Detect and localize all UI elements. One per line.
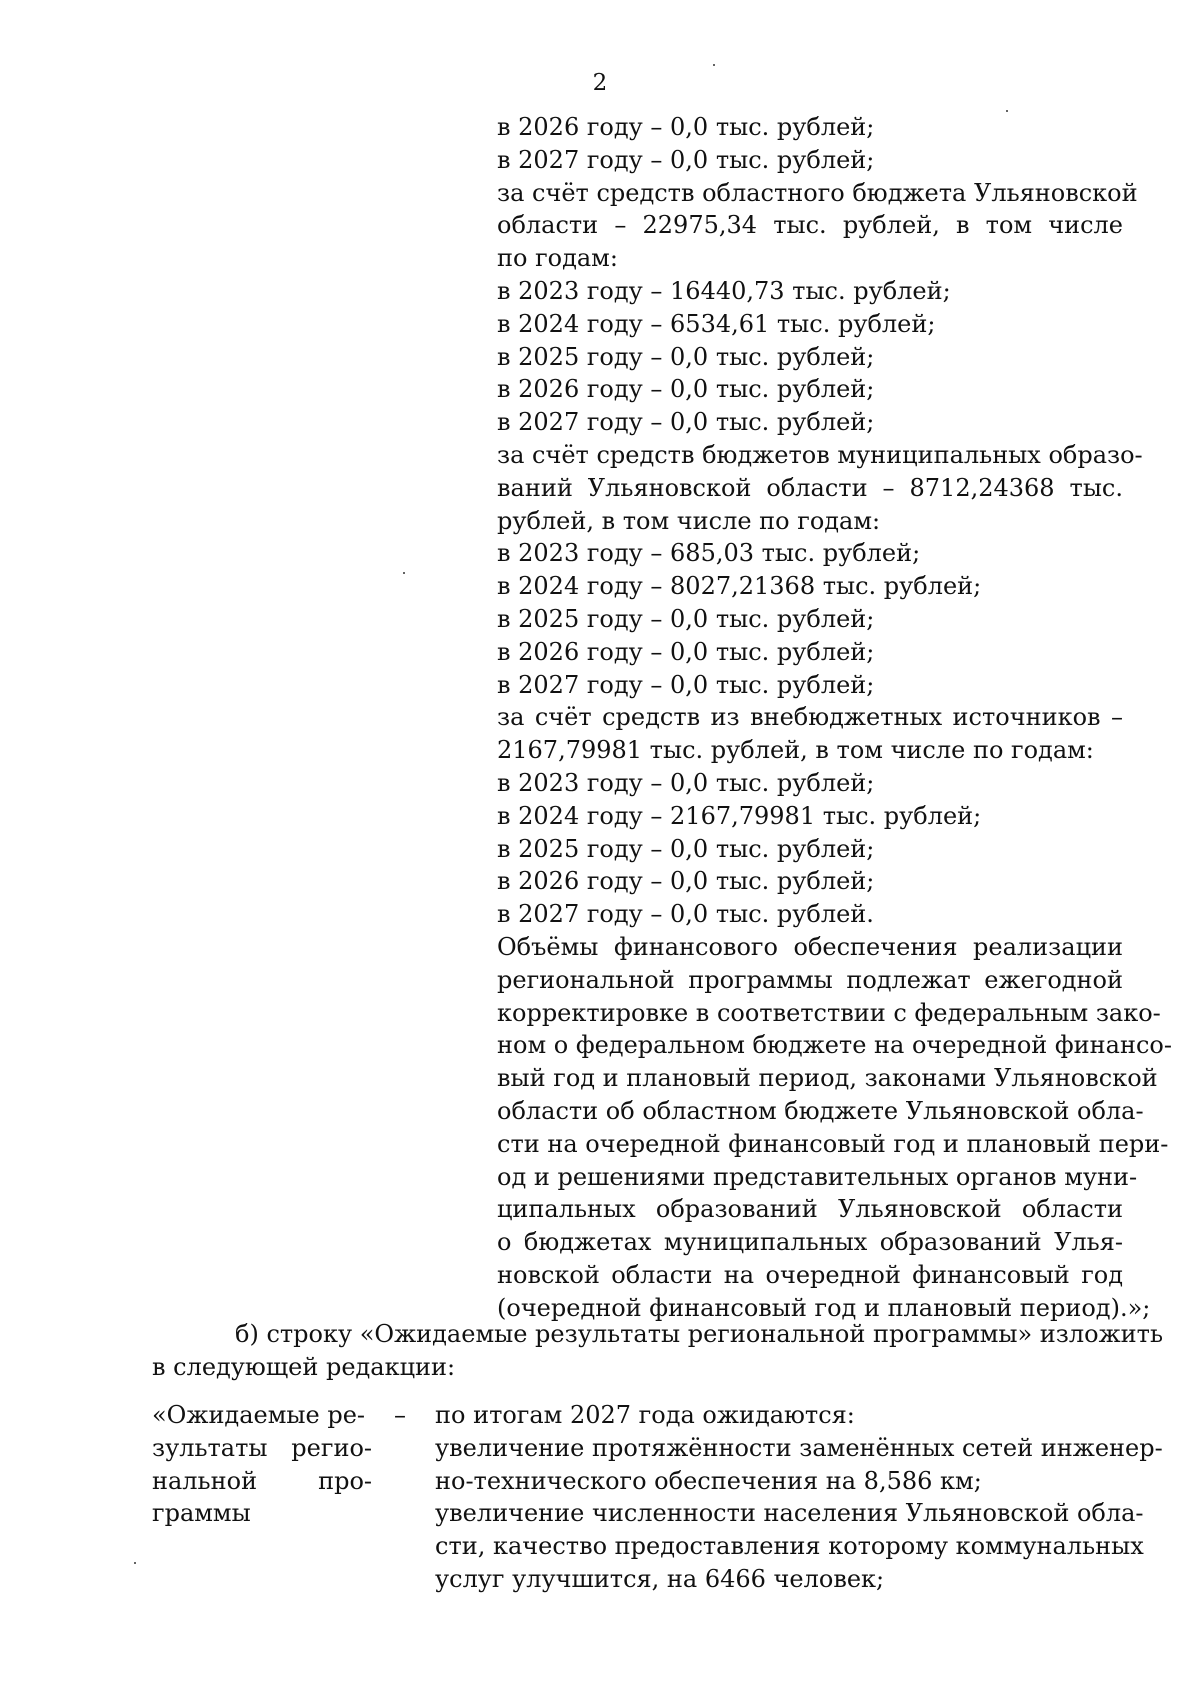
financing-line: в 2026 году – 0,0 тыс. рублей; [497, 375, 875, 404]
financing-line: в 2026 году – 0,0 тыс. рублей; [497, 113, 875, 141]
financing-line: в 2026 году – 0,0 тыс. рублей; [497, 637, 875, 666]
financing-line: за счёт средств из внебюджетных источников – [497, 703, 1123, 732]
results-label-line: граммы [152, 1499, 251, 1528]
results-label-line: зультаты регио- [152, 1433, 372, 1462]
financing-line: за счёт средств областного бюджета Ульяновской [497, 178, 1138, 207]
financing-line: в 2025 году – 0,0 тыс. рублей; [497, 604, 875, 633]
item-b-paragraph [152, 1318, 1164, 1384]
financing-line: корректировке в соответствии с федеральным зако- [497, 998, 1161, 1027]
financing-line: в 2027 году – 0,0 тыс. рублей; [497, 670, 875, 699]
financing-line: в 2025 году – 0,0 тыс. рублей; [497, 342, 875, 371]
financing-line: в 2026 году – 0,0 тыс. рублей; [497, 867, 875, 896]
financing-line: в 2024 году – 8027,21368 тыс. рублей; [497, 572, 982, 601]
financing-line: од и решениями представительных органов муни- [497, 1162, 1138, 1191]
scan-speck [713, 64, 715, 66]
financing-line: по годам: [497, 244, 618, 273]
results-label [152, 1399, 372, 1530]
financing-line: региональной программы подлежат ежегодной [497, 965, 1123, 994]
results-label-line: нальной про- [152, 1466, 372, 1495]
financing-line: в 2023 году – 0,0 тыс. рублей; [497, 768, 875, 797]
scan-speck [1006, 110, 1008, 112]
financing-line: в 2027 году – 0,0 тыс. рублей; [497, 408, 875, 437]
item-b-line-2: в следующей редакции: [152, 1352, 456, 1381]
financing-line: вый год и плановый период, законами Ульяновской [497, 1064, 1158, 1093]
results-content-line: увеличение протяжённости заменённых сетей инженер- [435, 1433, 1163, 1462]
financing-line: ципальных образований Ульяновской области [497, 1195, 1123, 1224]
scan-speck [134, 1562, 136, 1564]
page-number: 2 [592, 70, 608, 96]
results-content-line: услуг улучшится, на 6466 человек; [435, 1564, 885, 1593]
results-dash: – [394, 1401, 406, 1429]
results-label-line: «Ожидаемые ре- [152, 1401, 365, 1429]
financing-line: в 2023 году – 685,03 тыс. рублей; [497, 539, 921, 568]
financing-line: (очередной финансовый год и плановый период).»; [497, 1293, 1151, 1322]
financing-line: Объёмы финансового обеспечения реализации [497, 932, 1123, 961]
scan-speck [403, 572, 405, 574]
financing-section [497, 111, 1172, 1324]
financing-line: в 2027 году – 0,0 тыс. рублей; [497, 145, 875, 174]
financing-line: области – 22975,34 тыс. рублей, в том числе [497, 211, 1123, 240]
financing-line: за счёт средств бюджетов муниципальных образо- [497, 440, 1143, 469]
financing-line: области об областном бюджете Ульяновской обла- [497, 1096, 1144, 1125]
results-content-line: по итогам 2027 года ожидаются: [435, 1401, 855, 1429]
results-content-line: но-технического обеспечения на 8,586 км; [435, 1466, 982, 1495]
financing-line: в 2027 году – 0,0 тыс. рублей. [497, 900, 874, 929]
item-b-line-1: б) строку «Ожидаемые результаты региональной программы» изложить [235, 1320, 1164, 1348]
financing-line: сти на очередной финансовый год и плановый пери- [497, 1129, 1169, 1158]
financing-line: рублей, в том числе по годам: [497, 506, 881, 535]
results-content [435, 1399, 1163, 1596]
results-content-line: сти, качество предоставления которому коммунальных [435, 1532, 1144, 1561]
financing-line: новской области на очередной финансовый год [497, 1260, 1123, 1289]
financing-line: ном о федеральном бюджете на очередной финансо- [497, 1031, 1172, 1060]
results-content-line: увеличение численности населения Ульяновской обла- [435, 1499, 1144, 1528]
financing-line: ваний Ульяновской области – 8712,24368 тыс. [497, 473, 1123, 502]
financing-line: о бюджетах муниципальных образований Улья- [497, 1228, 1123, 1257]
financing-line: в 2025 году – 0,0 тыс. рублей; [497, 834, 875, 863]
financing-line: в 2023 году – 16440,73 тыс. рублей; [497, 276, 951, 305]
financing-line: в 2024 году – 2167,79981 тыс. рублей; [497, 801, 982, 830]
financing-line: 2167,79981 тыс. рублей, в том числе по годам: [497, 736, 1094, 765]
financing-line: в 2024 году – 6534,61 тыс. рублей; [497, 309, 936, 338]
